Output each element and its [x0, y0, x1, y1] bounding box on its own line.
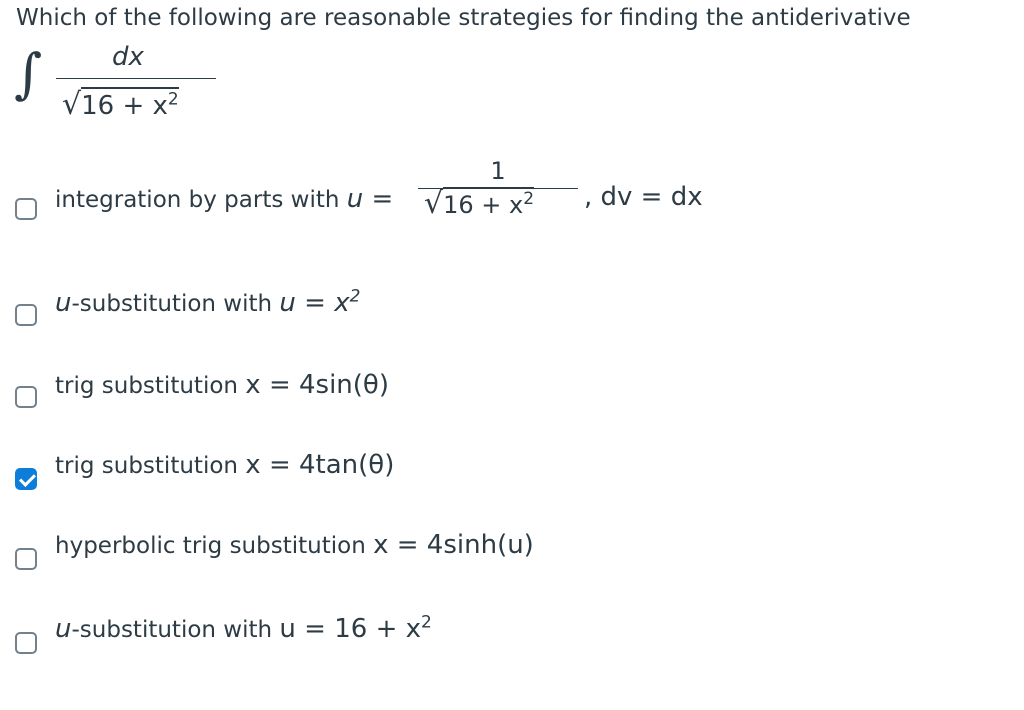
checkbox-option-5[interactable]: [15, 548, 37, 570]
option-6-lead-var: u: [55, 614, 72, 644]
checkbox-option-3[interactable]: [15, 386, 37, 408]
option-1-frac-num: 1: [490, 157, 506, 185]
radical-icon: √: [424, 186, 444, 221]
fraction-bar: [56, 78, 216, 79]
option-1-text: integration by parts with: [55, 187, 340, 213]
option-1-suffix: , dv = dx: [584, 182, 703, 212]
integrand-denominator: [62, 87, 179, 122]
option-5-math: x = 4sinh(u): [373, 530, 534, 560]
option-1-math-u: u =: [346, 184, 394, 214]
option-u-sub-16-x2[interactable]: [0, 602, 1020, 662]
option-1-exponent: 2: [523, 189, 535, 209]
checkbox-option-2[interactable]: [15, 304, 37, 326]
option-1-radicand: 16 + x: [443, 191, 524, 219]
option-4-text: trig substitution: [55, 453, 238, 479]
exponent: 2: [167, 89, 179, 110]
checkbox-option-4[interactable]: [15, 468, 37, 490]
option-3-text: trig substitution: [55, 373, 238, 399]
option-2-text: -substitution with: [71, 291, 273, 317]
radical-icon: √: [62, 87, 82, 122]
option-2-math: $u = x^2$: [279, 286, 361, 318]
integral-sign: ∫: [14, 42, 43, 105]
option-6-math: $u = 16 + x^2$: [279, 612, 432, 644]
checkbox-option-1[interactable]: [15, 198, 37, 220]
option-5-text: hyperbolic trig substitution: [55, 533, 366, 559]
antiderivative-expression: [14, 42, 214, 142]
option-2-lead-var: u: [55, 288, 72, 318]
question-text: Which of the following are reasonable strategies for finding the antiderivative: [16, 5, 911, 31]
option-1-fraction: [418, 156, 578, 221]
option-trig-tan[interactable]: [0, 438, 1020, 498]
option-3-math: x = 4sin(θ): [245, 370, 389, 400]
option-1-frac-den: [418, 186, 578, 221]
checkbox-option-6[interactable]: [15, 632, 37, 654]
option-6-text: -substitution with: [71, 617, 273, 643]
option-hyperbolic-sinh[interactable]: [0, 518, 1020, 578]
option-trig-sin[interactable]: [0, 358, 1020, 418]
integrand-numerator: dx: [112, 42, 144, 72]
option-u-sub-x2[interactable]: [0, 274, 1020, 334]
option-integration-by-parts[interactable]: [0, 157, 1020, 230]
option-4-math: x = 4tan(θ): [245, 450, 395, 480]
radicand: 16 + x: [81, 91, 168, 121]
